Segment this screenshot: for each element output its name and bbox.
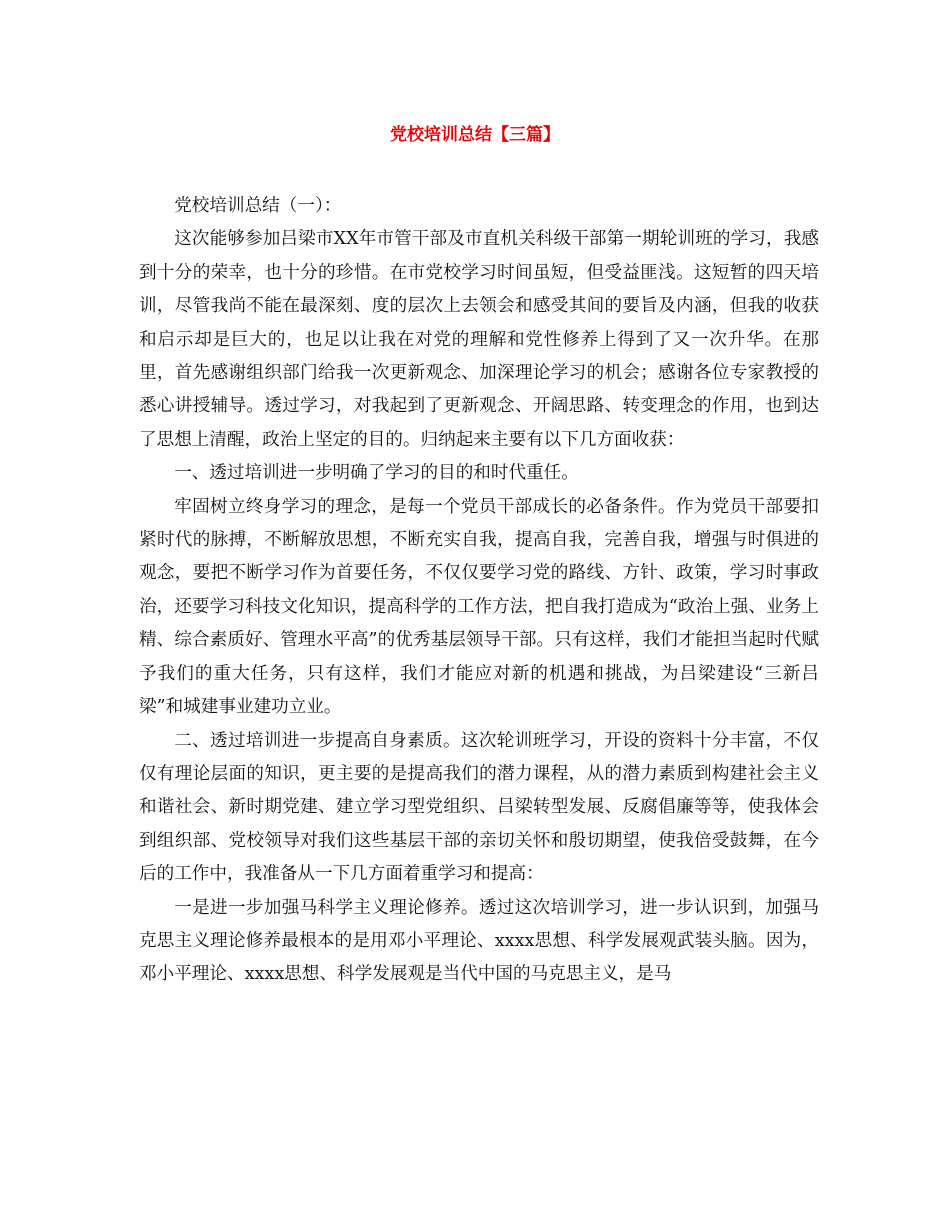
paragraph: 牢固树立终身学习的理念，是每一个党员干部成长的必备条件。作为党员干部要扣紧时代的脉搏，不断解放思想，不断充实自我，提高自我，完善自我，增强与时俱进的观念，要把不断学习作为首要任务，不仅仅要学习党的路线、方针、政策，学习时事政治，还要学习科技文化知识，提高科学的工作方法，把自我打造成为“政治上强、业务上精、综合素质好、管理水平高”的优秀基层领导干部。只有这样，我们才能担当起时代赋予我们的重大任务，只有这样，我们才能应对新的机遇和挑战，为吕梁建设“三新吕梁”和城建事业建功立业。: [139, 496, 819, 718]
page-title: 党校培训总结【三篇】: [390, 125, 560, 145]
paragraph: 这次能够参加吕梁市XX年市管干部及市直机关科级干部第一期轮训班的学习，我感到十分的荣幸，也十分的珍惜。在市党校学习时间虽短，但受益匪浅。这短暂的四天培训，尽管我尚不能在最深刻、度的层次上去领会和感受其间的要旨及内涵，但我的收获和启示却是巨大的，也足以让我在对党的理解和党性修养上得到了又一次升华。在那里，首先感谢组织部门给我一次更新观念、加深理论学习的机会；感谢各位专家教授的悉心讲授辅导。透过学习，对我起到了更新观念、开阔思路、转变理念的作用，也到达了思想上清醒，政治上坚定的目的。归纳起来主要有以下几方面收获：: [139, 229, 819, 450]
paragraph: 一是进一步加强马科学主义理论修养。透过这次培训学习，进一步认识到，加强马克思主义理论修养最根本的是用邓小平理论、xxxx思想、科学发展观武装头脑。因为，邓小平理论、xxxx思想、科学发展观是当代中国的马克思主义，是马: [139, 897, 819, 985]
paragraph: 二、透过培训进一步提高自身素质。这次轮训班学习，开设的资料十分丰富，不仅仅有理论层面的知识，更主要的是提高我们的潜力课程，从的潜力素质到构建社会主义和谐社会、新时期党建、建立学习型党组织、吕梁转型发展、反腐倡廉等等，使我体会到组织部、党校领导对我们这些基层干部的亲切关怀和殷切期望，使我倍受鼓舞，在今后的工作中，我准备从一下几方面着重学习和提高：: [139, 730, 819, 885]
document-body: [139, 190, 819, 992]
section-heading: 党校培训总结（一）：: [174, 196, 342, 216]
subheading-paragraph: 一、透过培训进一步明确了学习的目的和时代重任。: [174, 463, 579, 484]
